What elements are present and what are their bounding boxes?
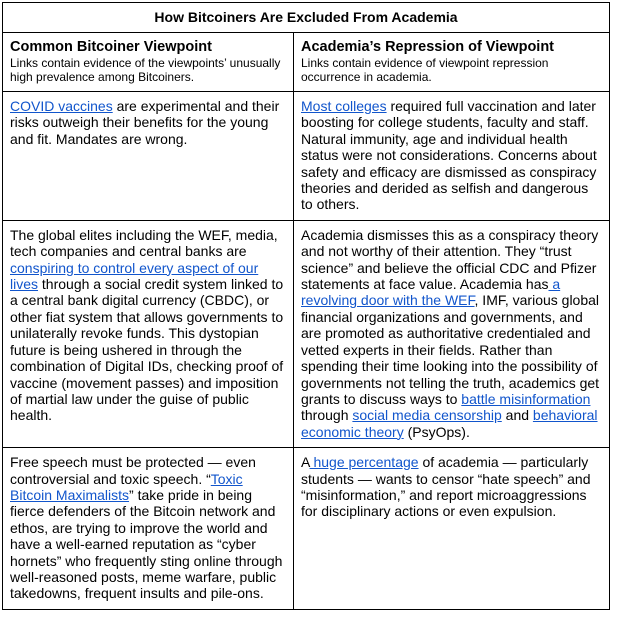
row-3-left-cell [3, 448, 294, 610]
social-media-censorship-link[interactable]: social media censorship [352, 407, 502, 424]
cell-text: (PsyOps). [403, 423, 470, 440]
behavioral-economic-theory-link[interactable]: behavioral economic theory [301, 407, 598, 440]
conspiring-to-control-link[interactable]: conspiring to control every aspect of our lives [10, 259, 259, 293]
cell-text: and [501, 407, 533, 424]
cell-text: through a social credit system linked to a central bank digital currency (CBDC), or other fiat system that allows governments to unilaterally revoke funds. This dystopian future is being ushered in through the combination of Digital IDs, checking proof of vaccine (movement passes) and imposition of martial law under the guise of public health. [10, 276, 284, 424]
covid-vaccines-link[interactable]: COVID vaccines [10, 98, 113, 114]
row-3-right-cell [294, 448, 610, 610]
table-row [3, 220, 610, 447]
cell-text: A [301, 454, 310, 471]
left-header-subtitle: Links contain evidence of the viewpoints’ unusually high prevalence among Bitcoiners. [10, 56, 281, 84]
cell-text: Free speech must be protected — even controversial and toxic speech. “ [10, 454, 256, 487]
cell-text: The global elites including the WEF, media, tech companies and central banks are [10, 226, 278, 260]
left-header-cell [3, 33, 294, 92]
toxic-bitcoin-maximalists-link[interactable]: Toxic Bitcoin Maximalists [10, 470, 243, 503]
row-2-left-cell [3, 220, 294, 447]
right-header-title: Academia’s Repression of Viewpoint [301, 39, 555, 55]
table-row [3, 448, 610, 610]
left-header-title: Common Bitcoiner Viewpoint [10, 39, 212, 55]
cell-text: ” take pride in being fierce defenders of the Bitcoin network and ethos, are trying to improve the world and have a well-earned reputation as “cyber hornets” who frequently sting online through well-reasoned posts, meme warfare, public takedowns, frequent insults and pile-ons. [10, 486, 283, 602]
cell-text: of academia — particularly students — wants to censor “hate speech” and “misinformation,” and report microaggressions for disciplinary actions or even expulsion. [301, 454, 591, 520]
title-row [3, 3, 610, 33]
row-2-right-cell [294, 220, 610, 447]
right-header-subtitle: Links contain evidence of viewpoint repression occurrence in academia. [301, 56, 549, 84]
document-page [2, 2, 610, 610]
cell-text: Academia dismisses this as a conspiracy theory and not worthy of their attention. They “trust science” and believe the official CDC and Pfizer statements at face value. Academia has [301, 226, 599, 293]
table-title: How Bitcoiners Are Excluded From Academia [3, 3, 610, 33]
cell-text: , IMF, various global financial organizations and governments, and are promoted as authoritative credentialed and vetted experts in their fields. Rather than spending their time looking into the possibility of governments not telling the truth, academics get grants to discuss ways to [301, 292, 600, 407]
row-1-right-cell [294, 92, 610, 221]
header-row [3, 33, 610, 92]
table-row [3, 92, 610, 221]
revolving-door-link[interactable]: a revolving door with the WEF [301, 276, 561, 309]
row-1-left-cell [3, 92, 294, 221]
cell-text: through [301, 407, 353, 424]
battle-misinformation-link[interactable]: battle misinformation [461, 390, 591, 407]
comparison-table [2, 2, 610, 610]
most-colleges-link[interactable]: Most colleges [301, 98, 387, 114]
cell-text: are experimental and their risks outweigh their benefits for the young and fit. Mandates are wrong. [10, 98, 280, 147]
huge-percentage-link[interactable]: huge percentage [309, 454, 419, 471]
cell-text: required full vaccination and later boosting for college students, faculty and staff. Natural immunity, age and individual health status were not considerations. Concerns about safety and efficacy are dismissed as conspiracy theories and derided as selfish and dangerous to others. [301, 98, 597, 213]
right-header-cell [294, 33, 610, 92]
